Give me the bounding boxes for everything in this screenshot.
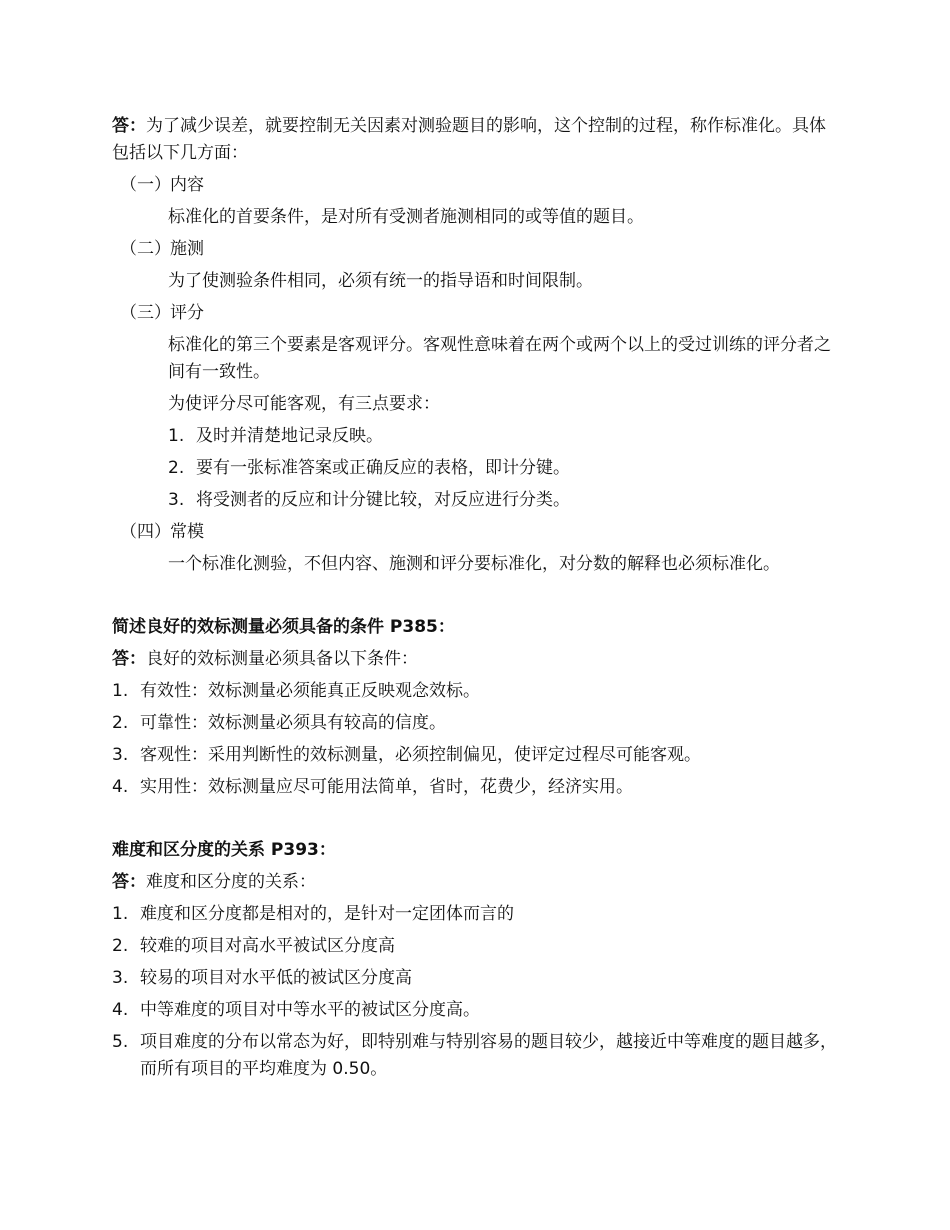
list-text: 将受测者的反应和计分键比较，对反应进行分类。	[196, 490, 570, 510]
answer-paragraph	[112, 113, 842, 167]
list-number: 1.	[168, 426, 185, 446]
answer-paragraph	[112, 646, 842, 673]
section-difficulty-discrimination	[112, 837, 842, 1083]
subsection-title: 施测	[170, 239, 204, 259]
list-text: 实用性：效标测量应尽可能用法简单，省时，花费少，经济实用。	[140, 777, 633, 797]
list-item	[112, 965, 842, 992]
paragraph: 标准化的第三个要素是客观评分。客观性意味着在两个或两个以上的受过训练的评分者之间有一致性。	[168, 335, 831, 382]
answer-text: 良好的效标测量必须具备以下条件：	[146, 649, 418, 669]
list-number: 3.	[112, 968, 129, 988]
list-item	[112, 901, 842, 928]
list-number: 2.	[112, 936, 129, 956]
paragraph: 为了使测验条件相同，必须有统一的指导语和时间限制。	[168, 271, 593, 291]
subsection-body	[112, 551, 842, 578]
subsection-number: （四）	[120, 522, 171, 542]
list-item	[112, 742, 842, 769]
subsection-heading	[112, 172, 842, 199]
subsection-number: （一）	[120, 175, 171, 195]
subsection-heading	[112, 300, 842, 327]
list-item	[112, 1029, 842, 1083]
list-item	[168, 423, 842, 450]
subsection-body	[112, 204, 842, 231]
list-item	[112, 710, 842, 737]
list-text: 及时并清楚地记录反映。	[196, 426, 383, 446]
list-text: 可靠性：效标测量必须具有较高的信度。	[140, 713, 446, 733]
subsection-heading	[112, 236, 842, 263]
paragraph: 一个标准化测验，不但内容、施测和评分要标准化，对分数的解释也必须标准化。	[168, 554, 780, 574]
subsection-number: （二）	[120, 239, 171, 259]
subsection-title: 评分	[170, 303, 204, 323]
answer-text: 为了减少误差，就要控制无关因素对测验题目的影响，这个控制的过程，称作标准化。具体包括以下几方面：	[112, 116, 826, 163]
list-item	[168, 455, 842, 482]
list-number: 4.	[112, 777, 129, 797]
question-title: 简述良好的效标测量必须具备的条件 P385：	[112, 617, 455, 637]
question-title: 难度和区分度的关系 P393：	[112, 840, 336, 860]
list-number: 3.	[168, 490, 185, 510]
list-item	[168, 487, 842, 514]
list-text: 中等难度的项目对中等水平的被试区分度高。	[140, 1000, 480, 1020]
answer-paragraph	[112, 869, 842, 896]
list-number: 1.	[112, 681, 129, 701]
paragraph: 为使评分尽可能客观，有三点要求：	[168, 394, 440, 414]
list-text: 项目难度的分布以常态为好，即特别难与特别容易的题目较少，越接近中等难度的题目越多，而所有项目的平均难度为 0.50。	[140, 1032, 837, 1079]
answer-label: 答：	[112, 649, 146, 669]
subsection-title: 内容	[170, 175, 204, 195]
subsection-title: 常模	[170, 522, 204, 542]
section-criterion-measure	[112, 614, 842, 801]
list-text: 有效性：效标测量必须能真正反映观念效标。	[140, 681, 480, 701]
answer-text: 难度和区分度的关系：	[146, 872, 316, 892]
answer-label: 答：	[112, 872, 146, 892]
list-number: 5.	[112, 1032, 129, 1052]
subsection-number: （三）	[120, 303, 171, 323]
list-number: 1.	[112, 904, 129, 924]
list-text: 较难的项目对高水平被试区分度高	[140, 936, 395, 956]
list-text: 要有一张标准答案或正确反应的表格，即计分键。	[196, 458, 570, 478]
list-item	[112, 678, 842, 705]
document-page	[112, 113, 842, 1083]
list-item	[112, 933, 842, 960]
list-number: 2.	[168, 458, 185, 478]
list-number: 4.	[112, 1000, 129, 1020]
list-text: 难度和区分度都是相对的，是针对一定团体而言的	[140, 904, 514, 924]
paragraph: 标准化的首要条件，是对所有受测者施测相同的或等值的题目。	[168, 207, 644, 227]
section-standardization	[112, 113, 842, 578]
list-text: 较易的项目对水平低的被试区分度高	[140, 968, 412, 988]
list-number: 2.	[112, 713, 129, 733]
list-item	[112, 997, 842, 1024]
subsection-body	[112, 268, 842, 295]
list-text: 客观性：采用判断性的效标测量，必须控制偏见，使评定过程尽可能客观。	[140, 745, 701, 765]
list-item	[112, 774, 842, 801]
list-number: 3.	[112, 745, 129, 765]
answer-label: 答：	[112, 116, 146, 136]
subsection-heading	[112, 519, 842, 546]
subsection-body	[112, 332, 842, 514]
